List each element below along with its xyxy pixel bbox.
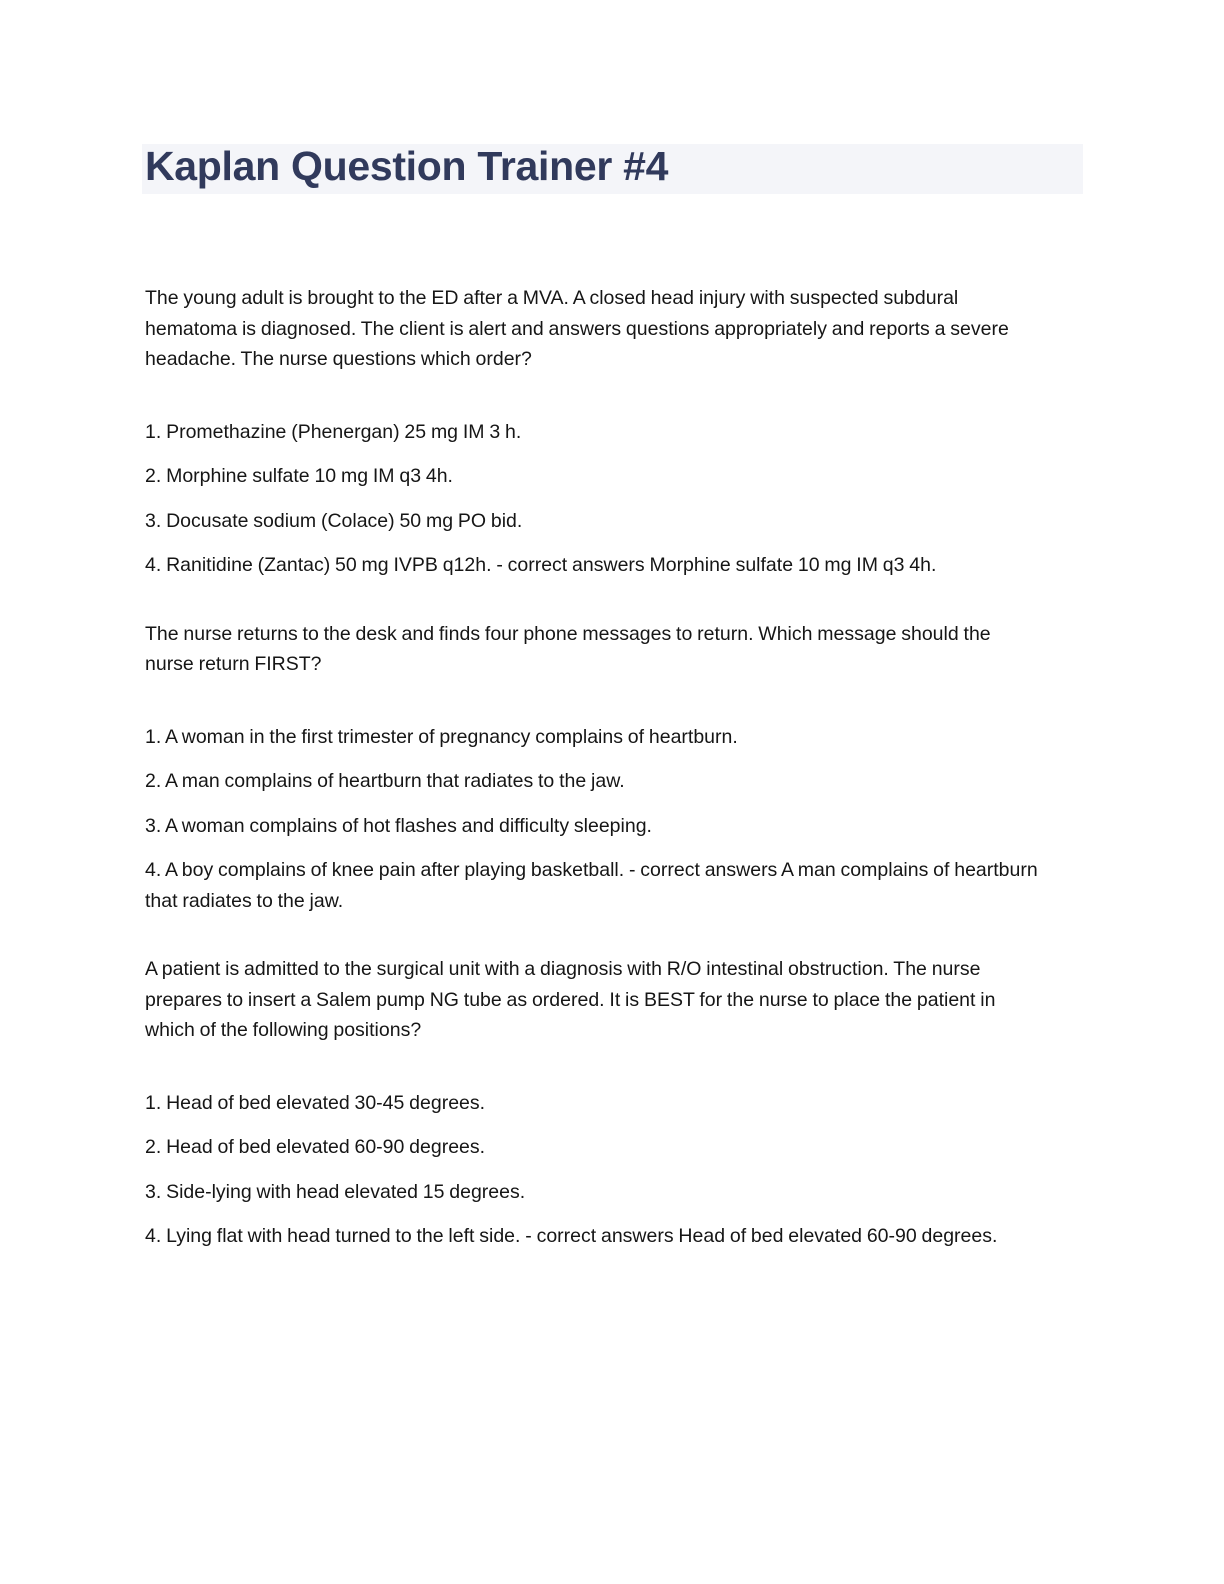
answer-option: 2. Morphine sulfate 10 mg IM q3 4h. (145, 465, 453, 487)
answer-option: 3. Docusate sodium (Colace) 50 mg PO bid. (145, 509, 523, 532)
answer-option: 3. A woman complains of hot flashes and difficulty sleeping. (145, 814, 652, 837)
answer-option-list (145, 1088, 1041, 1252)
answer-option-with-correct-answer: 4. Lying flat with head turned to the left side. - correct answers Head of bed elevated 60-90 degrees. (145, 1225, 998, 1247)
answer-option-list (145, 417, 1041, 581)
question-stem: The young adult is brought to the ED after a MVA. A closed head injury with suspected subdural hematoma is diagnosed. The client is alert and answers questions appropriately and reports a severe headache. The nurse questions which order? (145, 287, 1009, 370)
question-stem: A patient is admitted to the surgical unit with a diagnosis with R/O intestinal obstruction. The nurse prepares to insert a Salem pump NG tube as ordered. It is BEST for the nurse to place the patient in which of the following positions? (145, 958, 996, 1041)
answer-option-with-correct-answer: 4. Ranitidine (Zantac) 50 mg IVPB q12h. - correct answers Morphine sulfate 10 mg IM q3 4h. (145, 554, 937, 576)
document-body (145, 283, 1041, 1252)
answer-option: 1. Head of bed elevated 30-45 degrees. (145, 1091, 486, 1114)
answer-option: 2. A man complains of heartburn that radiates to the jaw. (145, 770, 625, 792)
answer-option-list (145, 722, 1041, 917)
answer-option-with-correct-answer: 4. A boy complains of knee pain after playing basketball. - correct answers A man complains of heartburn that radiates to the jaw. (145, 859, 1038, 912)
question-block (145, 283, 1041, 581)
page-title: Kaplan Question Trainer #4 (145, 143, 669, 189)
answer-option: 1. A woman in the first trimester of pregnancy complains of heartburn. (145, 725, 738, 748)
question-stem: The nurse returns to the desk and finds four phone messages to return. Which message should the nurse return FIRST? (145, 622, 991, 675)
answer-option: 2. Head of bed elevated 60-90 degrees. (145, 1136, 486, 1158)
question-block (145, 954, 1041, 1252)
answer-option: 3. Side-lying with head elevated 15 degrees. (145, 1180, 526, 1203)
answer-option: 1. Promethazine (Phenergan) 25 mg IM 3 h. (145, 420, 522, 443)
question-block (145, 619, 1041, 917)
